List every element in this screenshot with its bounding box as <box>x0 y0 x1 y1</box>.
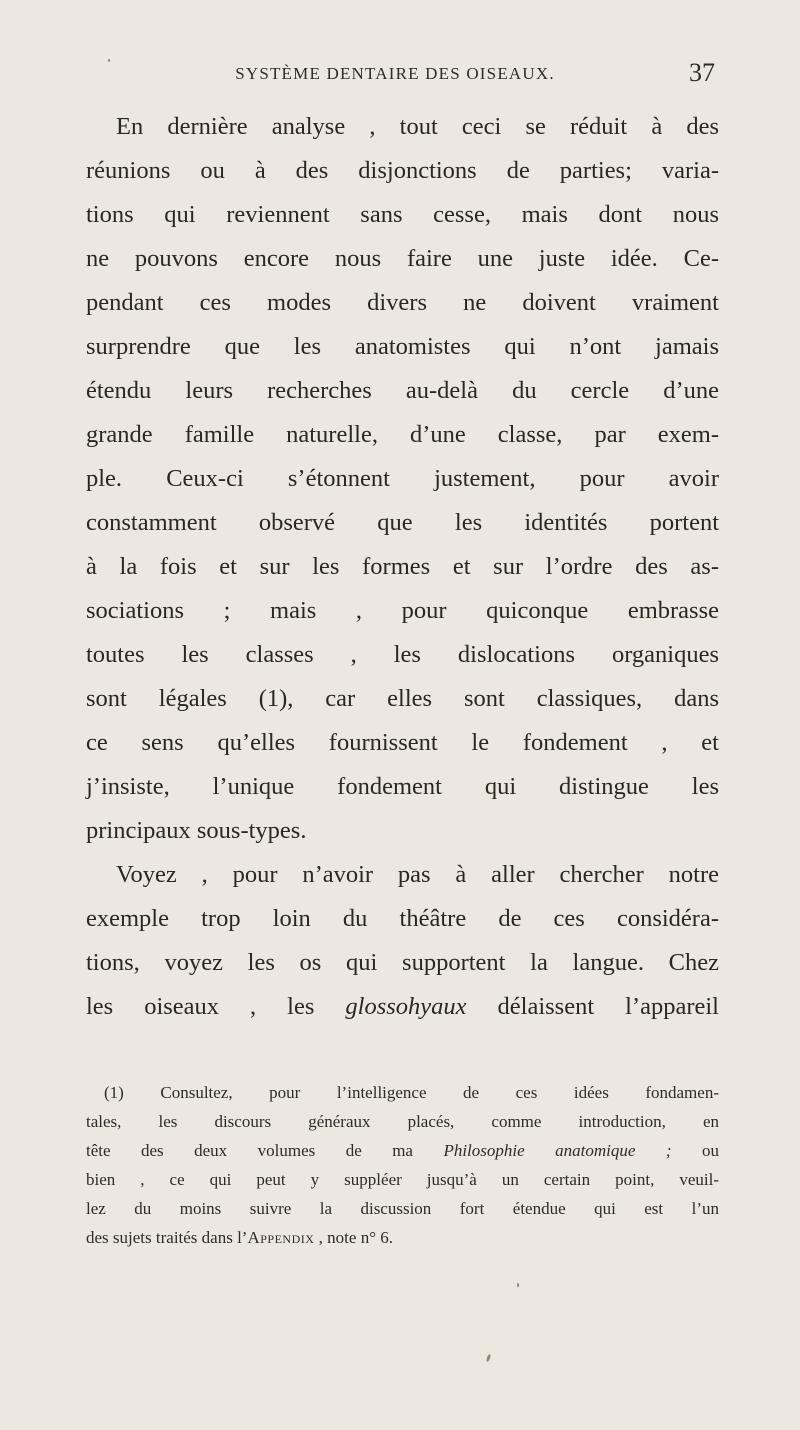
footnote-line: bien , ce qui peut y suppléer jusqu’à un certain point, veuil- <box>86 1170 719 1189</box>
text-segment: les oiseaux , les <box>86 993 346 1020</box>
paper-speck <box>486 1354 492 1363</box>
text-segment: tête des deux volumes de ma <box>86 1141 444 1160</box>
running-title: SYSTÈME DENTAIRE DES OISEAUX. <box>235 64 555 83</box>
text-line: j’insiste, l’unique fondement qui distingue les <box>86 773 719 800</box>
text-segment: ou <box>671 1141 719 1160</box>
text-line-with-italic <box>86 985 719 1029</box>
text-line: ne pouvons encore nous faire une juste idée. Ce- <box>86 245 719 272</box>
text-line: sont légales (1), car elles sont classiques, dans <box>86 685 719 712</box>
footnote-line: lez du moins suivre la discussion fort étendue qui est l’un <box>86 1199 719 1218</box>
text-line: En dernière analyse , tout ceci se réduit à des <box>116 113 719 140</box>
text-line: grande famille naturelle, d’une classe, par exem- <box>86 421 719 448</box>
page-number: 37 <box>689 58 715 87</box>
footnote-line <box>86 1223 719 1252</box>
footnote-line: tales, les discours généraux placés, comme introduction, en <box>86 1112 719 1131</box>
text-segment: , note n° 6. <box>314 1228 393 1247</box>
paper-speck <box>517 1283 519 1287</box>
text-line: surprendre que les anatomistes qui n’ont jamais <box>86 333 719 360</box>
text-line: exemple trop loin du théâtre de ces considéra- <box>86 905 719 932</box>
text-line: tions, voyez les os qui supportent la langue. Chez <box>86 949 719 976</box>
text-line: constamment observé que les identités portent <box>86 509 719 536</box>
text-line: tions qui reviennent sans cesse, mais dont nous <box>86 201 719 228</box>
text-line: pendant ces modes divers ne doivent vraiment <box>86 289 719 316</box>
text-line: étendu leurs recherches au-delà du cercle d’une <box>86 377 719 404</box>
text-segment: des sujets traités dans l’ <box>86 1228 248 1247</box>
footnote <box>86 1078 719 1252</box>
footnote-line: (1) Consultez, pour l’intelligence de ces idées fondamen- <box>104 1083 719 1102</box>
text-line: toutes les classes , les dislocations organiques <box>86 641 719 668</box>
text-line: ple. Ceux-ci s’étonnent justement, pour avoir <box>86 465 719 492</box>
italic-title: Philosophie anatomique ; <box>443 1141 672 1160</box>
text-line: sociations ; mais , pour quiconque embrasse <box>86 597 719 624</box>
text-line: réunions ou à des disjonctions de parties; varia- <box>86 157 719 184</box>
smallcaps-term: Appendix <box>247 1228 315 1247</box>
paper-speck <box>108 59 110 62</box>
italic-term: glossohyaux <box>345 993 467 1020</box>
footnote-line <box>86 1136 719 1165</box>
text-line: principaux sous-types. <box>86 817 307 844</box>
text-segment: délaissent l’appareil <box>466 993 719 1020</box>
body-text <box>86 105 719 1029</box>
text-line: ce sens qu’elles fournissent le fondement , et <box>86 729 719 756</box>
running-head <box>115 58 715 94</box>
text-line: Voyez , pour n’avoir pas à aller chercher notre <box>116 861 719 888</box>
text-line: à la fois et sur les formes et sur l’ordre des as- <box>86 553 719 580</box>
